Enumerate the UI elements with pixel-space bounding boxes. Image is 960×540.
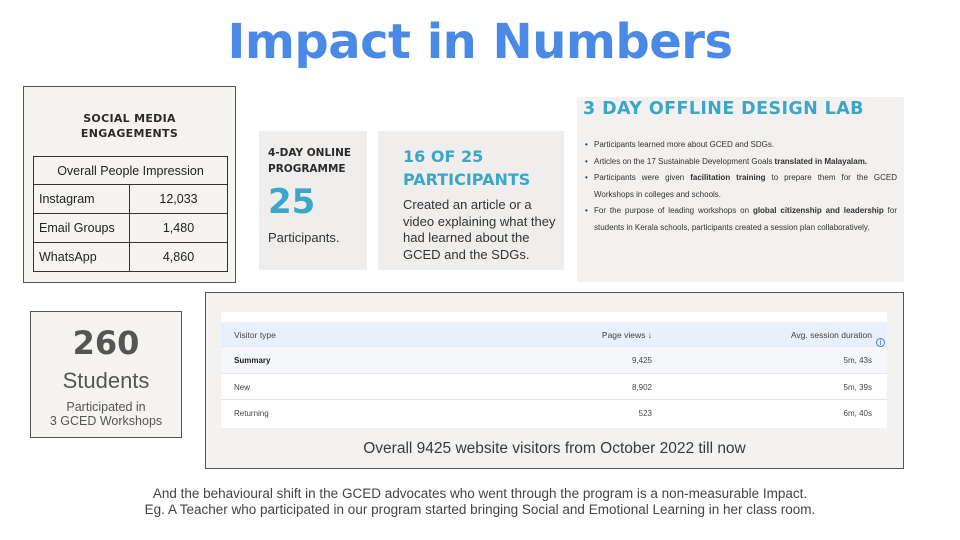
visitor-type: Returning — [234, 409, 269, 418]
table-row — [221, 347, 887, 374]
social-media-card — [23, 86, 236, 283]
footnote — [0, 486, 960, 518]
info-icon[interactable]: i — [876, 338, 885, 347]
channel-name: Email Groups — [34, 214, 130, 243]
visitor-type: Summary — [234, 356, 271, 365]
channel-value: 12,033 — [130, 185, 228, 214]
channel-name: WhatsApp — [34, 243, 130, 272]
visitors-panel — [205, 292, 904, 469]
design-lab-heading: 3 DAY OFFLINE DESIGN LAB — [583, 99, 864, 119]
table-row — [34, 214, 228, 243]
articles-heading-line2: PARTICIPANTS — [403, 170, 531, 189]
online-programme-number: 25 — [268, 182, 316, 222]
table-row — [34, 185, 228, 214]
page-views: 9,425 — [631, 356, 652, 365]
list-item: • Participants learned more about GCED and SDGs. — [583, 137, 897, 154]
articles-heading — [403, 145, 530, 191]
visitors-caption: Overall 9425 website visitors from October 2022 till now — [363, 440, 746, 457]
visitors-table — [221, 312, 887, 428]
students-card — [30, 311, 182, 438]
online-programme-label — [268, 145, 351, 177]
online-programme-label-line1: 4-DAY ONLINE — [268, 147, 352, 159]
footnote-line1: And the behavioural shift in the GCED advocates who went through the program is a non-measurable Impact. — [152, 486, 808, 501]
table-row — [221, 374, 887, 400]
table-header-row — [221, 322, 887, 347]
table-row — [221, 400, 887, 426]
channel-value: 4,860 — [130, 243, 228, 272]
list-item: • For the purpose of leading workshops on global citizenship and leadership for students in Kerala schools, participants created a session plan collaboratively. — [583, 203, 897, 236]
table-header: Overall People Impression — [34, 157, 228, 185]
channel-name: Instagram — [34, 185, 130, 214]
design-lab-card — [577, 97, 904, 282]
social-media-table — [33, 156, 228, 272]
design-lab-list — [583, 137, 897, 236]
online-programme-label-line2: PROGRAMME — [268, 163, 346, 175]
page-views-header[interactable]: Page views ↓ — [601, 330, 652, 340]
page-views: 8,902 — [631, 383, 652, 392]
session-duration-header: Avg. session duration i — [791, 330, 872, 340]
online-programme-card — [259, 131, 367, 270]
students-sub-line2: 3 GCED Workshops — [49, 414, 163, 428]
list-item: • Articles on the 17 Sustainable Development Goals translated in Malayalam. — [583, 154, 897, 171]
social-media-heading — [24, 111, 235, 141]
students-sub — [31, 400, 181, 428]
social-media-heading-line1: SOCIAL MEDIA — [83, 112, 176, 125]
page-title: Impact in Numbers — [227, 14, 733, 70]
online-programme-sub: Participants. — [268, 230, 340, 245]
articles-card — [378, 131, 564, 270]
visitor-type: New — [234, 383, 251, 392]
table-row — [34, 243, 228, 272]
articles-heading-line1: 16 OF 25 — [403, 147, 484, 166]
footnote-line2: Eg. A Teacher who participated in our program started bringing Social and Emotional Learning in her class room. — [144, 502, 816, 517]
session-duration: 6m, 40s — [843, 409, 872, 418]
list-item: • Participants were given facilitation training to prepare them for the GCED Workshops in colleges and schools. — [583, 170, 897, 203]
session-duration: 5m, 39s — [843, 383, 872, 392]
students-number: 260 — [72, 324, 140, 362]
channel-value: 1,480 — [130, 214, 228, 243]
students-sub-line1: Participated in — [66, 400, 146, 414]
visitor-type-header: Visitor type — [234, 330, 276, 340]
page-views: 523 — [638, 409, 652, 418]
students-label: Students — [62, 368, 150, 393]
social-media-heading-line2: ENGAGEMENTS — [80, 127, 179, 140]
session-duration: 5m, 43s — [843, 356, 872, 365]
articles-text: Created an article or a video explaining what they had learned about the GCED and the SDGs. — [403, 197, 556, 262]
